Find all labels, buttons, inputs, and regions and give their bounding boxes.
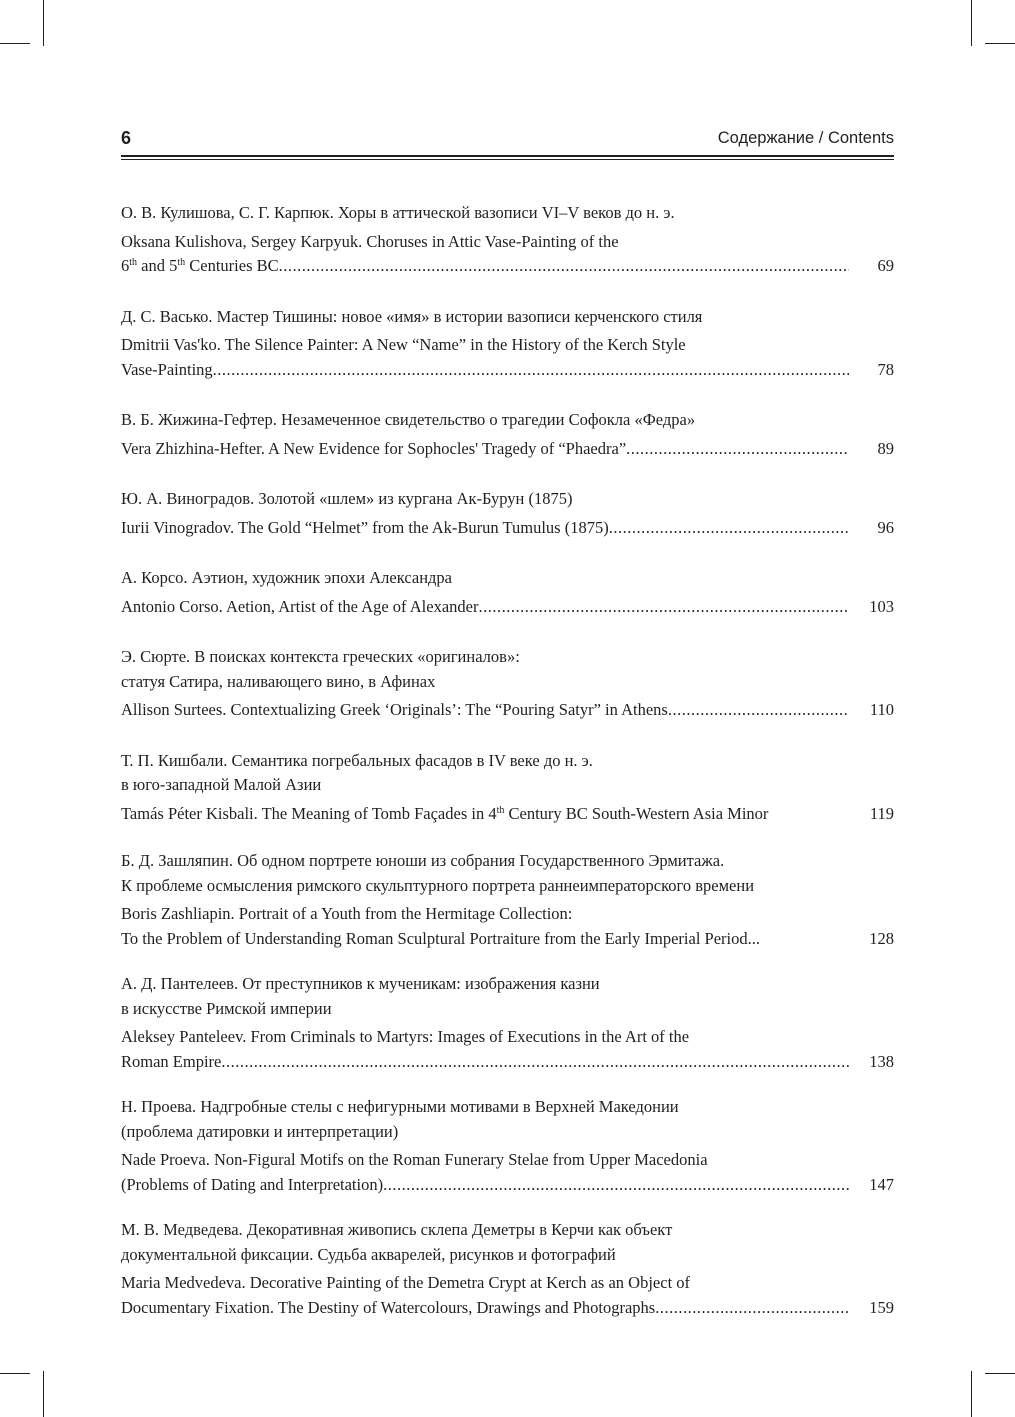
russian-title: А. Д. Пантелеев. От преступников к мученикам: изображения казни в искусстве Римской империи [121, 974, 600, 1018]
russian-title: Ю. А. Виноградов. Золотой «шлем» из кургана Ак-Бурун (1875) [121, 489, 573, 508]
russian-title: М. В. Медведева. Декоративная живопись склепа Деметры в Керчи как объект документальной фиксации. Судьба акварелей, рисунков и фотографий [121, 1220, 673, 1264]
running-title: Содержание / Contents [717, 129, 894, 147]
dot-leader [478, 595, 849, 620]
russian-title: Д. С. Васько. Мастер Тишины: новое «имя» в истории вазописи керченского стиля [121, 306, 703, 326]
english-title: Allison Surtees. Contextualizing Greek ‘Originals’: The “Pouring Satyr” in Athens ..... 110 [121, 698, 894, 723]
crop-mark [43, 0, 44, 46]
table-of-contents [121, 201, 894, 1341]
dot-leader [279, 254, 849, 279]
page-ref[interactable]: 69 [877, 256, 894, 275]
crop-mark [985, 43, 1015, 44]
page-ref[interactable]: 138 [869, 1051, 894, 1071]
crop-mark [971, 1371, 972, 1417]
page-ref[interactable]: 103 [869, 596, 894, 616]
russian-title: Т. П. Кишбали. Семантика погребальных фасадов в IV веке до н. э. в юго-западной Малой Азии [121, 750, 593, 794]
russian-title: Н. Проева. Надгробные стелы с нефигурными мотивами в Верхней Македонии (проблема датировки и интерпретации) [121, 1097, 679, 1141]
crop-mark [43, 1371, 44, 1417]
dot-leader [626, 437, 849, 462]
dot-leader [668, 698, 849, 723]
english-title: Maria Medvedeva. Decorative Painting of the Demetra Crypt at Kerch as an Object of Documentary Fixation. The Destiny of Watercolours, Drawings and Photographs ..... 159 [121, 1271, 894, 1320]
russian-title: А. Корсо. Аэтион, художник эпохи Александра [121, 568, 452, 587]
dot-leader [655, 1296, 849, 1321]
toc-entry[interactable] [121, 749, 894, 827]
english-title: Aleksey Panteleev. From Criminals to Martyrs: Images of Executions in the Art of the Roman Empire ..... 138 [121, 1025, 894, 1074]
toc-entry[interactable] [121, 201, 894, 279]
english-title: Antonio Corso. Aetion, Artist of the Age of Alexander ..... 103 [121, 595, 894, 620]
toc-entry[interactable] [121, 408, 894, 461]
page-ref[interactable]: 128 [869, 928, 894, 948]
dot-leader [383, 1173, 849, 1198]
russian-title: Б. Д. Зашляпин. Об одном портрете юноши из собрания Государственного Эрмитажа. К проблеме осмысления римского скульптурного портрета раннеимператорского времени [121, 851, 755, 895]
toc-entry[interactable] [121, 972, 894, 1074]
english-title: Boris Zashliapin. Portrait of a Youth from the Hermitage Collection: To the Problem of Understanding Roman Sculptural Portraiture from the Early Imperial Period... 128 [121, 902, 894, 951]
crop-mark [971, 0, 972, 46]
page-ref[interactable]: 147 [869, 1174, 894, 1194]
english-title: Nade Proeva. Non-Figural Motifs on the Roman Funerary Stelae from Upper Macedonia (Problems of Dating and Interpretation) ..... 147 [121, 1148, 894, 1197]
toc-entry[interactable] [121, 305, 894, 383]
english-title: Iurii Vinogradov. The Gold “Helmet” from the Ak-Burun Tumulus (1875) ..... 96 [121, 516, 894, 541]
toc-entry[interactable] [121, 849, 894, 951]
russian-title: О. В. Кулишова, С. Г. Карпюк. Хоры в аттической вазописи VI–V веков до н. э. [121, 203, 675, 222]
toc-entry[interactable] [121, 1095, 894, 1197]
page-ref[interactable]: 159 [869, 1297, 894, 1317]
english-title: Dmitrii Vas'ko. The Silence Painter: A New “Name” in the History of the Kerch Style Vase-Painting ..... 78 [121, 333, 894, 382]
page-ref[interactable]: 96 [877, 517, 894, 537]
toc-entry[interactable] [121, 645, 894, 723]
page-ref[interactable]: 119 [869, 803, 894, 823]
dot-leader [609, 516, 849, 541]
running-header [121, 128, 894, 152]
english-title: Vera Zhizhina-Hefter. A New Evidence for Sophocles' Tragedy of “Phaedra” ..... 89 [121, 437, 894, 462]
english-title: Oksana Kulishova, Sergey Karpyuk. Choruses in Attic Vase-Painting of the 6th and 5th Centuries BC ..... 69 [121, 230, 894, 279]
dot-leader [221, 1050, 849, 1075]
crop-mark [985, 1373, 1015, 1374]
toc-entry[interactable] [121, 487, 894, 540]
page-ref[interactable]: 89 [877, 438, 894, 458]
header-rule [121, 155, 894, 157]
toc-entry[interactable] [121, 1218, 894, 1320]
page-number: 6 [121, 128, 132, 148]
toc-entry[interactable] [121, 566, 894, 619]
russian-title: В. Б. Жижина-Гефтер. Незамеченное свидетельство о трагедии Софокла «Федра» [121, 410, 696, 429]
dot-leader [213, 358, 849, 383]
header-rule [121, 159, 894, 160]
russian-title: Э. Сюрте. В поисках контекста греческих «оригиналов»: статуя Сатира, наливающего вино, в Афинах [121, 647, 520, 691]
crop-mark [0, 1373, 30, 1374]
crop-mark [0, 43, 30, 44]
english-title: Tamás Péter Kisbali. The Meaning of Tomb Façades in 4th Century BC South-Western Asia Minor 119 [121, 802, 894, 827]
page-ref[interactable]: 78 [877, 359, 894, 379]
page-ref[interactable]: 110 [869, 700, 894, 719]
